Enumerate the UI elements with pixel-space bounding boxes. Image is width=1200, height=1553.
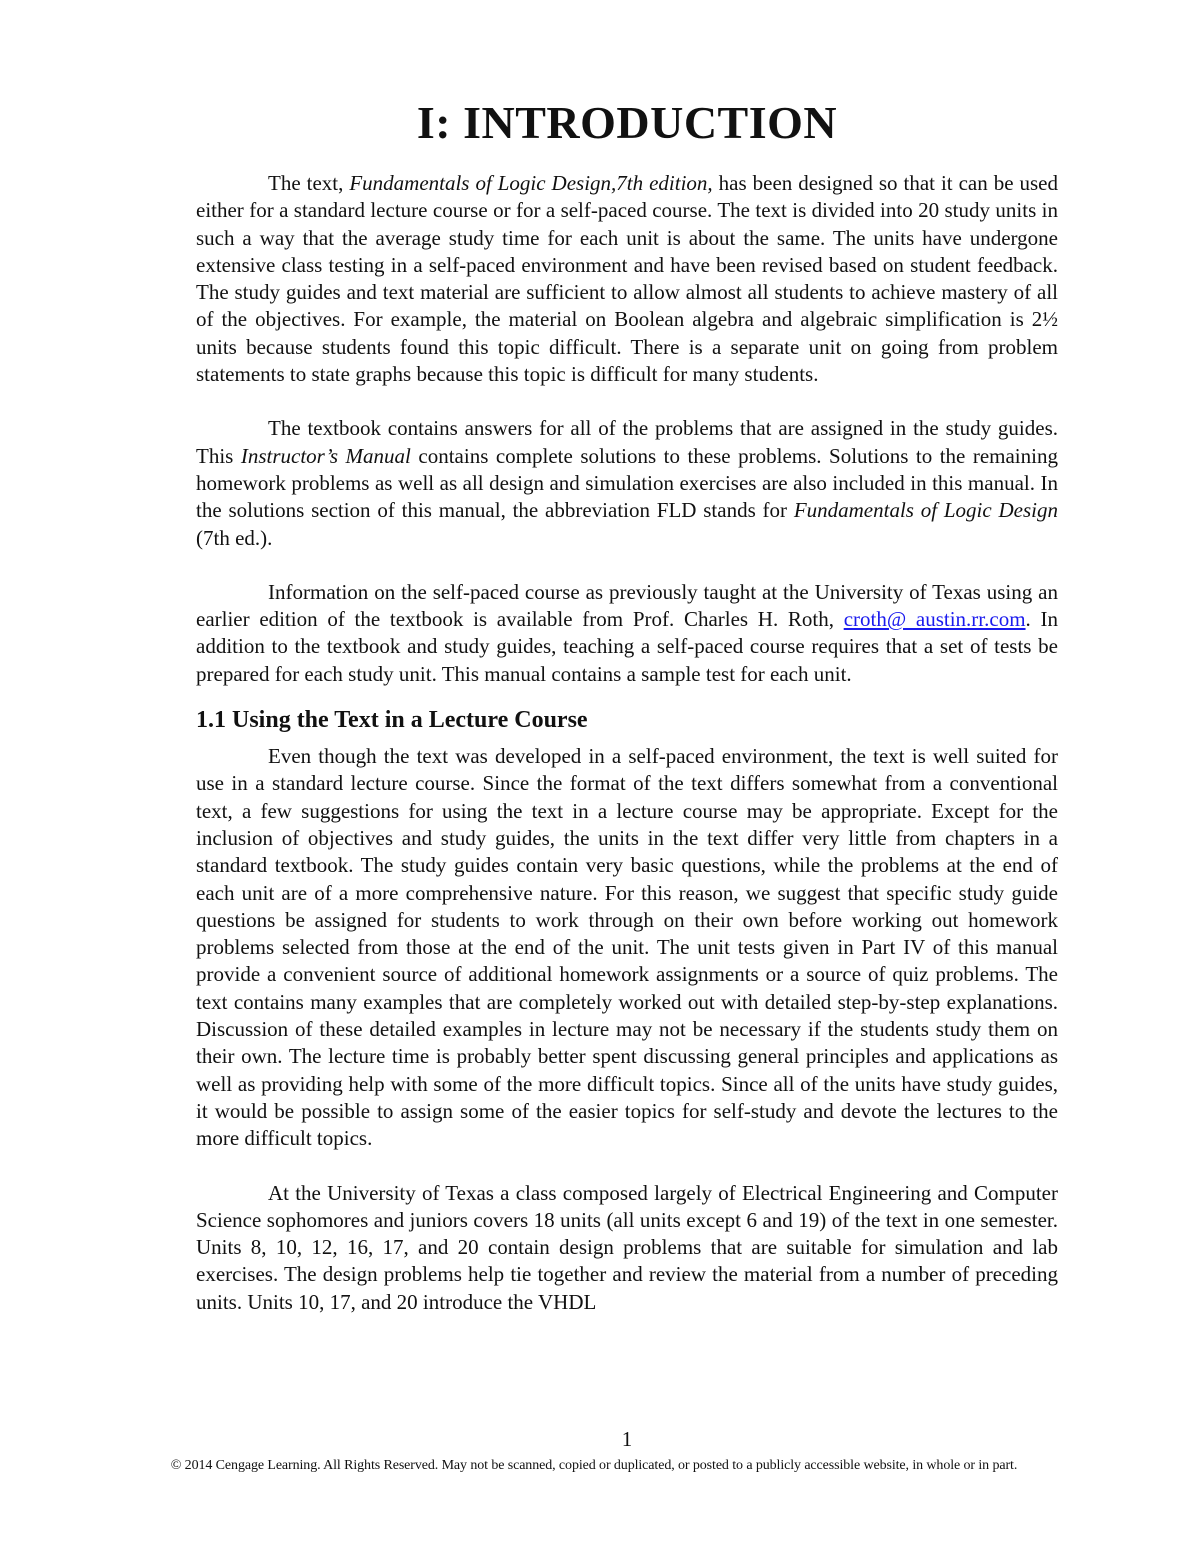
paragraph-university: At the University of Texas a class composed largely of Electrical Engineering and Computer Science sophomores and juniors covers 18 units (all units except 6 and 19) of the text in one semester. Units 8, 10, 12, 16, 17, and 20 contain design problems that are suitable for simulation and lab exercises. The design problems help tie together and review the material from a number of preceding units. Units 10, 17, and 20 introduce the VHDL xyxy=(196,1180,1058,1314)
paragraph-solutions xyxy=(196,415,1058,551)
manual-title: Instructor’s Manual xyxy=(240,443,411,468)
page-number: 1 xyxy=(621,1427,633,1451)
section-heading: 1.1 Using the Text in a Lecture Course xyxy=(196,707,588,734)
paragraph-text: (7th ed.). xyxy=(196,525,273,550)
paragraph-text: The text, xyxy=(268,171,350,195)
paragraph-text: Information on the self-paced course as previously taught at the University of Texas using an earlier edition of the textbook is available from Prof. Charles H. Roth, xyxy=(196,579,1058,632)
email-link[interactable]: croth@ austin.rr.com xyxy=(843,607,1026,632)
paragraph-self-paced xyxy=(196,579,1058,688)
page-title: I: INTRODUCTION xyxy=(416,97,838,148)
paragraph-text: has been designed so that it can be used either for a standard lecture course or for a self-paced course. The text is divided into 20 study units in such a way that the average study time for each unit is about the same. The units have undergone extensive class testing in a self-paced environment and have been revised based on student feedback. The study guides and text material are sufficient to allow almost all students to achieve mastery of all of the objectives. For example, the material on Boolean algebra and algebraic simplification is 2½ units because students found this topic difficult. There is a separate unit on going from problem statements to state graphs because this topic is difficult for many students. xyxy=(196,171,1058,387)
copyright-footer: © 2014 Cengage Learning. All Rights Reserved. May not be scanned, copied or duplicated, or posted to a publicly accessible website, in whole or in part. xyxy=(170,1458,1018,1473)
paragraph-intro xyxy=(196,170,1058,388)
paragraph-lecture: Even though the text was developed in a self-paced environment, the text is well suited for use in a standard lecture course. Since the format of the text differs somewhat from a conventional text, a few suggestions for using the text in a lecture course may be appropriate. Except for the inclusion of objectives and study guides, the units in the text differ very little from chapters in a standard textbook. The study guides contain very basic questions, while the problems at the end of each unit are of a more comprehensive nature. For this reason, we suggest that specific study guide questions be assigned for students to work through on their own before working out homework problems selected from those at the end of the unit. The unit tests given in Part IV of this manual provide a convenient source of additional homework assignments or a source of quiz problems. The text contains many examples that are completely worked out with detailed step-by-step explanations. Discussion of these detailed examples in lecture may not be necessary if the students study them on their own. The lecture time is probably better spent discussing general principles and applications as well as providing help with some of the more difficult topics. Since all of the units have study guides, it would be possible to assign some of the easier topics for self-study and devote the lectures to the more difficult topics. xyxy=(196,744,1058,1151)
document-body xyxy=(196,170,1058,1316)
fld-title: Fundamentals of Logic Design xyxy=(793,498,1058,523)
paragraph-text: contains complete solutions to these problems. Solutions to the remaining homework problems as well as all design and simulation exercises are also included in this manual. In the solutions section of this manual, the abbreviation FLD stands for xyxy=(196,443,1058,523)
paragraph-text: The textbook contains answers for all of the problems that are assigned in the study guides. This xyxy=(196,416,1058,468)
book-title: Fundamentals of Logic Design,7th edition, xyxy=(349,171,713,195)
paragraph-text: . In addition to the textbook and study guides, teaching a self-paced course requires that a set of tests be prepared for each study unit. This manual contains a sample test for each unit. xyxy=(196,607,1058,686)
